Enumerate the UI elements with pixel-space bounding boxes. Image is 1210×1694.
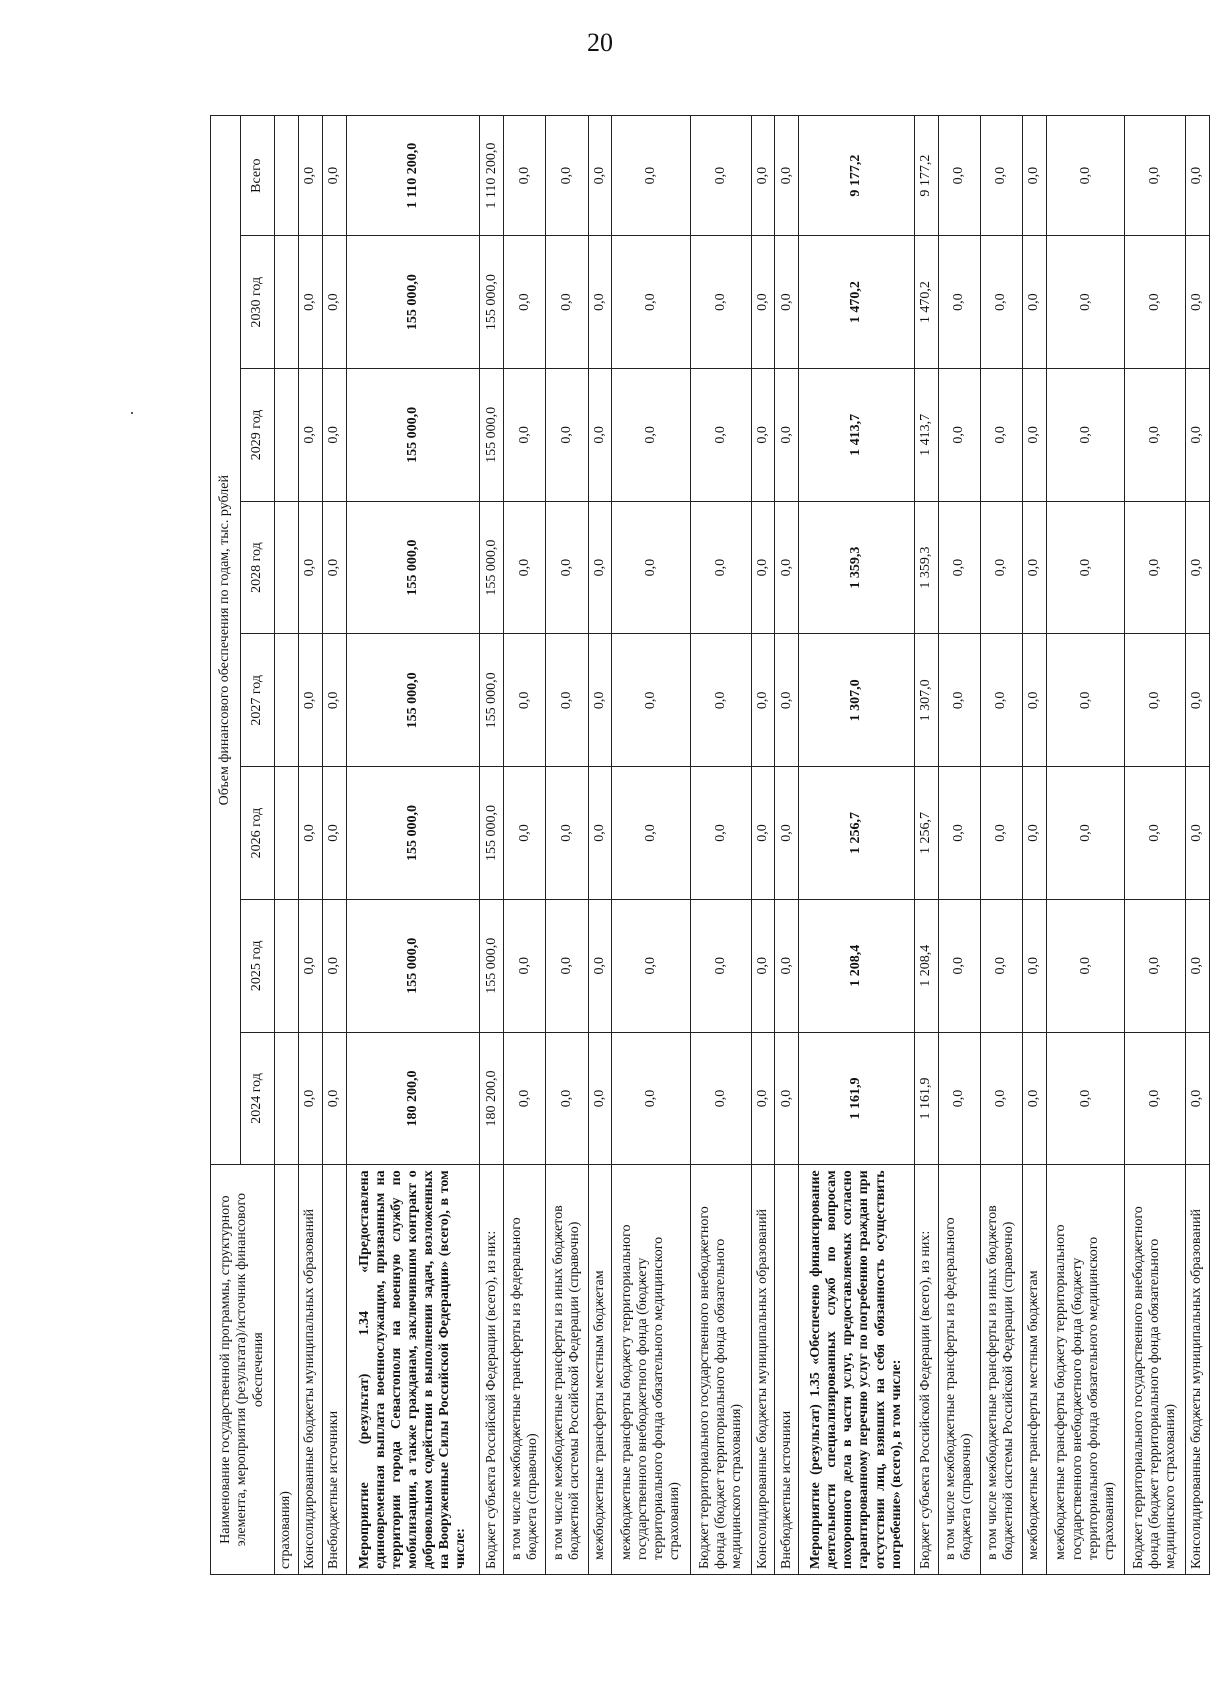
row-value-cell: 0,0 bbox=[938, 236, 980, 369]
row-total-cell: 0,0 bbox=[1046, 116, 1125, 236]
row-value-cell: 0,0 bbox=[322, 501, 346, 634]
row-value-cell: 0,0 bbox=[775, 369, 799, 502]
header-year: 2024 год bbox=[241, 1032, 275, 1165]
row-value-cell: 1 359,3 bbox=[914, 501, 938, 634]
row-total-cell: 0,0 bbox=[612, 116, 691, 236]
table-row bbox=[1185, 116, 1209, 1575]
row-value-cell: 0,0 bbox=[1185, 501, 1209, 634]
row-value-cell bbox=[275, 899, 299, 1032]
table-row bbox=[775, 116, 799, 1575]
row-label: межбюджетные трансферты бюджету территориального государственного внебюджетного фонда (бюджету территориального фонда обязательного медицинского страхования) bbox=[612, 1165, 691, 1575]
table-row bbox=[938, 116, 980, 1575]
rotated-table-wrapper bbox=[210, 115, 1210, 1575]
row-total-cell: 0,0 bbox=[691, 116, 751, 236]
row-value-cell: 0,0 bbox=[1185, 767, 1209, 900]
row-value-cell: 1 256,7 bbox=[799, 767, 914, 900]
row-value-cell: 155 000,0 bbox=[480, 767, 504, 900]
row-value-cell: 0,0 bbox=[751, 899, 775, 1032]
row-value-cell: 1 161,9 bbox=[914, 1032, 938, 1165]
row-value-cell: 0,0 bbox=[504, 634, 546, 767]
header-year: 2026 год bbox=[241, 767, 275, 900]
row-value-cell: 0,0 bbox=[1125, 1032, 1185, 1165]
row-total-cell: 0,0 bbox=[751, 116, 775, 236]
row-value-cell: 0,0 bbox=[775, 899, 799, 1032]
page-number: 20 bbox=[587, 28, 613, 57]
row-value-cell: 0,0 bbox=[1185, 634, 1209, 767]
row-value-cell: 0,0 bbox=[546, 236, 588, 369]
row-value-cell: 0,0 bbox=[1046, 767, 1125, 900]
header-total: Всего bbox=[241, 116, 275, 236]
row-value-cell: 0,0 bbox=[588, 1032, 612, 1165]
row-value-cell: 1 256,7 bbox=[914, 767, 938, 900]
row-value-cell: 0,0 bbox=[322, 236, 346, 369]
row-value-cell bbox=[275, 634, 299, 767]
row-value-cell: 0,0 bbox=[1185, 1032, 1209, 1165]
row-value-cell: 0,0 bbox=[1046, 1032, 1125, 1165]
row-value-cell: 0,0 bbox=[751, 369, 775, 502]
row-value-cell: 0,0 bbox=[546, 767, 588, 900]
row-value-cell: 0,0 bbox=[980, 501, 1022, 634]
row-value-cell: 0,0 bbox=[612, 767, 691, 900]
row-value-cell bbox=[275, 1032, 299, 1165]
row-value-cell: 155 000,0 bbox=[480, 899, 504, 1032]
table-row bbox=[1125, 116, 1185, 1575]
row-value-cell: 0,0 bbox=[938, 767, 980, 900]
row-label: Мероприятие (результат) 1.34 «Предоставлена единовременная выплата военнослужащим, призванным на территории города Севастополя на военную службу по мобилизации, а также гражданам, заключившим контракт о добровольном содействии в выполнении задач, возложенных на Вооруженные Силы Российской Федерации» (всего), в том числе: bbox=[346, 1165, 479, 1575]
row-value-cell: 0,0 bbox=[980, 634, 1022, 767]
row-total-cell: 0,0 bbox=[546, 116, 588, 236]
row-value-cell: 0,0 bbox=[1046, 634, 1125, 767]
row-value-cell: 0,0 bbox=[980, 899, 1022, 1032]
row-label: межбюджетные трансферты местным бюджетам bbox=[588, 1165, 612, 1575]
row-value-cell: 155 000,0 bbox=[346, 501, 479, 634]
row-label: Бюджет территориального государственного внебюджетного фонда (бюджет территориального фонда обязательного медицинского страхования) bbox=[1125, 1165, 1185, 1575]
row-value-cell: 0,0 bbox=[751, 1032, 775, 1165]
row-label: Бюджет субъекта Российской Федерации (всего), из них: bbox=[480, 1165, 504, 1575]
table-row bbox=[546, 116, 588, 1575]
row-value-cell bbox=[275, 501, 299, 634]
table-row bbox=[588, 116, 612, 1575]
row-value-cell: 0,0 bbox=[691, 634, 751, 767]
row-value-cell: 0,0 bbox=[612, 501, 691, 634]
row-value-cell: 0,0 bbox=[504, 236, 546, 369]
row-value-cell: 0,0 bbox=[1022, 767, 1046, 900]
table-row bbox=[1046, 116, 1125, 1575]
row-value-cell: 1 307,0 bbox=[914, 634, 938, 767]
row-total-cell: 0,0 bbox=[1125, 116, 1185, 236]
header-year: 2028 год bbox=[241, 501, 275, 634]
row-value-cell: 0,0 bbox=[1022, 1032, 1046, 1165]
header-year: 2029 год bbox=[241, 369, 275, 502]
row-value-cell: 0,0 bbox=[588, 236, 612, 369]
row-label: Консолидированные бюджеты муниципальных образований bbox=[298, 1165, 322, 1575]
row-value-cell: 0,0 bbox=[980, 369, 1022, 502]
row-value-cell: 0,0 bbox=[298, 634, 322, 767]
row-label: в том числе межбюджетные трансферты из иных бюджетов бюджетной системы Российской Федерации (справочно) bbox=[546, 1165, 588, 1575]
row-value-cell: 0,0 bbox=[1046, 501, 1125, 634]
row-label: межбюджетные трансферты бюджету территориального государственного внебюджетного фонда (бюджету территориального фонда обязательного медицинского страхования) bbox=[1046, 1165, 1125, 1575]
row-value-cell: 155 000,0 bbox=[346, 767, 479, 900]
table-row bbox=[322, 116, 346, 1575]
row-total-cell: 0,0 bbox=[1022, 116, 1046, 236]
row-value-cell: 1 208,4 bbox=[914, 899, 938, 1032]
row-value-cell: 0,0 bbox=[504, 1032, 546, 1165]
row-value-cell: 0,0 bbox=[546, 1032, 588, 1165]
table-row bbox=[275, 116, 299, 1575]
row-total-cell: 0,0 bbox=[938, 116, 980, 236]
row-value-cell: 0,0 bbox=[1022, 501, 1046, 634]
row-value-cell: 0,0 bbox=[1046, 369, 1125, 502]
row-value-cell: 0,0 bbox=[588, 767, 612, 900]
row-value-cell: 0,0 bbox=[980, 767, 1022, 900]
row-value-cell: 0,0 bbox=[938, 369, 980, 502]
row-value-cell: 0,0 bbox=[612, 369, 691, 502]
row-value-cell: 0,0 bbox=[1185, 369, 1209, 502]
row-value-cell: 0,0 bbox=[588, 899, 612, 1032]
row-label: в том числе межбюджетные трансферты из иных бюджетов бюджетной системы Российской Федерации (справочно) bbox=[980, 1165, 1022, 1575]
row-value-cell bbox=[275, 369, 299, 502]
row-value-cell: 180 200,0 bbox=[346, 1032, 479, 1165]
row-value-cell: 0,0 bbox=[1022, 236, 1046, 369]
table-row bbox=[504, 116, 546, 1575]
row-value-cell: 155 000,0 bbox=[480, 236, 504, 369]
row-value-cell: 0,0 bbox=[751, 236, 775, 369]
row-value-cell: 0,0 bbox=[1125, 369, 1185, 502]
row-value-cell: 0,0 bbox=[322, 767, 346, 900]
row-value-cell: 1 470,2 bbox=[914, 236, 938, 369]
row-value-cell: 155 000,0 bbox=[346, 899, 479, 1032]
row-value-cell: 0,0 bbox=[775, 236, 799, 369]
row-value-cell: 0,0 bbox=[1046, 899, 1125, 1032]
row-value-cell: 0,0 bbox=[546, 899, 588, 1032]
row-value-cell: 0,0 bbox=[1022, 634, 1046, 767]
table-body bbox=[275, 116, 1210, 1575]
header-year: 2030 год bbox=[241, 236, 275, 369]
row-value-cell: 0,0 bbox=[546, 634, 588, 767]
row-value-cell: 0,0 bbox=[1125, 899, 1185, 1032]
row-value-cell: 0,0 bbox=[322, 369, 346, 502]
row-total-cell: 0,0 bbox=[504, 116, 546, 236]
row-value-cell: 0,0 bbox=[546, 501, 588, 634]
table-row bbox=[980, 116, 1022, 1575]
row-label: Консолидированные бюджеты муниципальных образований bbox=[751, 1165, 775, 1575]
header-year: 2025 год bbox=[241, 899, 275, 1032]
row-value-cell: 0,0 bbox=[588, 501, 612, 634]
row-label: в том числе межбюджетные трансферты из федерального бюджета (справочно) bbox=[938, 1165, 980, 1575]
row-value-cell: 0,0 bbox=[298, 236, 322, 369]
row-value-cell: 0,0 bbox=[938, 899, 980, 1032]
row-value-cell: 0,0 bbox=[1125, 236, 1185, 369]
row-total-cell: 9 177,2 bbox=[799, 116, 914, 236]
table-row bbox=[298, 116, 322, 1575]
row-value-cell bbox=[275, 767, 299, 900]
row-total-cell: 0,0 bbox=[322, 116, 346, 236]
row-label: в том числе межбюджетные трансферты из федерального бюджета (справочно) bbox=[504, 1165, 546, 1575]
row-value-cell: 0,0 bbox=[546, 369, 588, 502]
row-value-cell: 0,0 bbox=[938, 1032, 980, 1165]
row-label: страхования) bbox=[275, 1165, 299, 1575]
row-value-cell: 0,0 bbox=[322, 634, 346, 767]
row-value-cell: 0,0 bbox=[1022, 899, 1046, 1032]
row-label: Бюджет территориального государственного внебюджетного фонда (бюджет территориального фонда обязательного медицинского страхования) bbox=[691, 1165, 751, 1575]
row-value-cell: 0,0 bbox=[938, 634, 980, 767]
table-row-measure bbox=[346, 116, 479, 1575]
table-row bbox=[612, 116, 691, 1575]
table-row bbox=[751, 116, 775, 1575]
row-total-cell: 0,0 bbox=[588, 116, 612, 236]
row-value-cell: 1 413,7 bbox=[799, 369, 914, 502]
row-value-cell: 0,0 bbox=[588, 369, 612, 502]
table-row bbox=[480, 116, 504, 1575]
table-header bbox=[211, 116, 275, 1575]
row-value-cell: 0,0 bbox=[612, 899, 691, 1032]
row-value-cell: 0,0 bbox=[298, 899, 322, 1032]
row-total-cell: 0,0 bbox=[980, 116, 1022, 236]
row-value-cell: 0,0 bbox=[588, 634, 612, 767]
row-value-cell: 0,0 bbox=[775, 501, 799, 634]
row-total-cell bbox=[275, 116, 299, 236]
row-value-cell: 155 000,0 bbox=[480, 369, 504, 502]
row-value-cell: 0,0 bbox=[691, 369, 751, 502]
row-value-cell: 0,0 bbox=[1125, 634, 1185, 767]
row-value-cell: 0,0 bbox=[322, 1032, 346, 1165]
row-value-cell: 1 307,0 bbox=[799, 634, 914, 767]
row-total-cell: 9 177,2 bbox=[914, 116, 938, 236]
row-value-cell: 0,0 bbox=[691, 501, 751, 634]
row-value-cell: 0,0 bbox=[298, 501, 322, 634]
row-value-cell: 0,0 bbox=[691, 899, 751, 1032]
row-value-cell: 0,0 bbox=[298, 767, 322, 900]
scan-speck bbox=[131, 412, 133, 414]
row-value-cell: 0,0 bbox=[612, 236, 691, 369]
row-value-cell: 0,0 bbox=[1185, 236, 1209, 369]
header-volume-group: Объем финансового обеспечения по годам, тыс. рублей bbox=[211, 116, 241, 1165]
row-label: межбюджетные трансферты местным бюджетам bbox=[1022, 1165, 1046, 1575]
row-total-cell: 1 110 200,0 bbox=[480, 116, 504, 236]
row-value-cell: 0,0 bbox=[1046, 236, 1125, 369]
row-value-cell: 0,0 bbox=[980, 236, 1022, 369]
row-value-cell: 0,0 bbox=[751, 767, 775, 900]
row-value-cell: 155 000,0 bbox=[346, 236, 479, 369]
row-value-cell bbox=[275, 236, 299, 369]
row-value-cell: 0,0 bbox=[504, 767, 546, 900]
table-row bbox=[691, 116, 751, 1575]
row-value-cell: 0,0 bbox=[691, 236, 751, 369]
row-total-cell: 0,0 bbox=[298, 116, 322, 236]
row-value-cell: 0,0 bbox=[504, 501, 546, 634]
table-row bbox=[914, 116, 938, 1575]
row-total-cell: 1 110 200,0 bbox=[346, 116, 479, 236]
row-value-cell: 1 161,9 bbox=[799, 1032, 914, 1165]
row-value-cell: 0,0 bbox=[612, 634, 691, 767]
row-value-cell: 0,0 bbox=[612, 1032, 691, 1165]
row-label: Внебюджетные источники bbox=[775, 1165, 799, 1575]
row-label: Бюджет субъекта Российской Федерации (всего), из них: bbox=[914, 1165, 938, 1575]
row-total-cell: 0,0 bbox=[1185, 116, 1209, 236]
row-value-cell: 0,0 bbox=[322, 899, 346, 1032]
financing-table bbox=[210, 115, 1210, 1575]
row-label: Внебюджетные источники bbox=[322, 1165, 346, 1575]
row-value-cell: 155 000,0 bbox=[480, 501, 504, 634]
row-value-cell: 1 208,4 bbox=[799, 899, 914, 1032]
row-value-cell: 1 359,3 bbox=[799, 501, 914, 634]
row-label: Консолидированные бюджеты муниципальных образований bbox=[1185, 1165, 1209, 1575]
row-value-cell: 0,0 bbox=[504, 899, 546, 1032]
row-value-cell: 0,0 bbox=[298, 1032, 322, 1165]
row-value-cell: 1 470,2 bbox=[799, 236, 914, 369]
row-value-cell: 155 000,0 bbox=[346, 369, 479, 502]
row-value-cell: 180 200,0 bbox=[480, 1032, 504, 1165]
row-value-cell: 0,0 bbox=[1022, 369, 1046, 502]
row-value-cell: 155 000,0 bbox=[346, 634, 479, 767]
row-value-cell: 155 000,0 bbox=[480, 634, 504, 767]
row-value-cell: 0,0 bbox=[751, 501, 775, 634]
row-value-cell: 0,0 bbox=[775, 634, 799, 767]
row-value-cell: 0,0 bbox=[751, 634, 775, 767]
row-value-cell: 0,0 bbox=[504, 369, 546, 502]
row-value-cell: 0,0 bbox=[1185, 899, 1209, 1032]
row-total-cell: 0,0 bbox=[775, 116, 799, 236]
row-value-cell: 0,0 bbox=[691, 767, 751, 900]
row-value-cell: 0,0 bbox=[980, 1032, 1022, 1165]
row-value-cell: 0,0 bbox=[938, 501, 980, 634]
row-value-cell: 0,0 bbox=[1125, 767, 1185, 900]
row-value-cell: 0,0 bbox=[298, 369, 322, 502]
row-value-cell: 0,0 bbox=[775, 767, 799, 900]
table-row bbox=[1022, 116, 1046, 1575]
row-value-cell: 0,0 bbox=[775, 1032, 799, 1165]
header-year: 2027 год bbox=[241, 634, 275, 767]
row-value-cell: 0,0 bbox=[691, 1032, 751, 1165]
row-value-cell: 1 413,7 bbox=[914, 369, 938, 502]
row-label: Мероприятие (результат) 1.35 «Обеспечено финансирование деятельности специализированных служб по вопросам похоронного дела в части услуг, предоставляемых согласно гарантированному перечню услуг по погребению граждан при отсутствии лиц, взявших на себя обязанность осуществить погребение» (всего), в том числе: bbox=[799, 1165, 914, 1575]
row-value-cell: 0,0 bbox=[1125, 501, 1185, 634]
table-row-measure bbox=[799, 116, 914, 1575]
header-name-column: Наименование государственной программы, структурного элемента, мероприятия (результата)/источник финансового обеспечения bbox=[211, 1165, 275, 1575]
